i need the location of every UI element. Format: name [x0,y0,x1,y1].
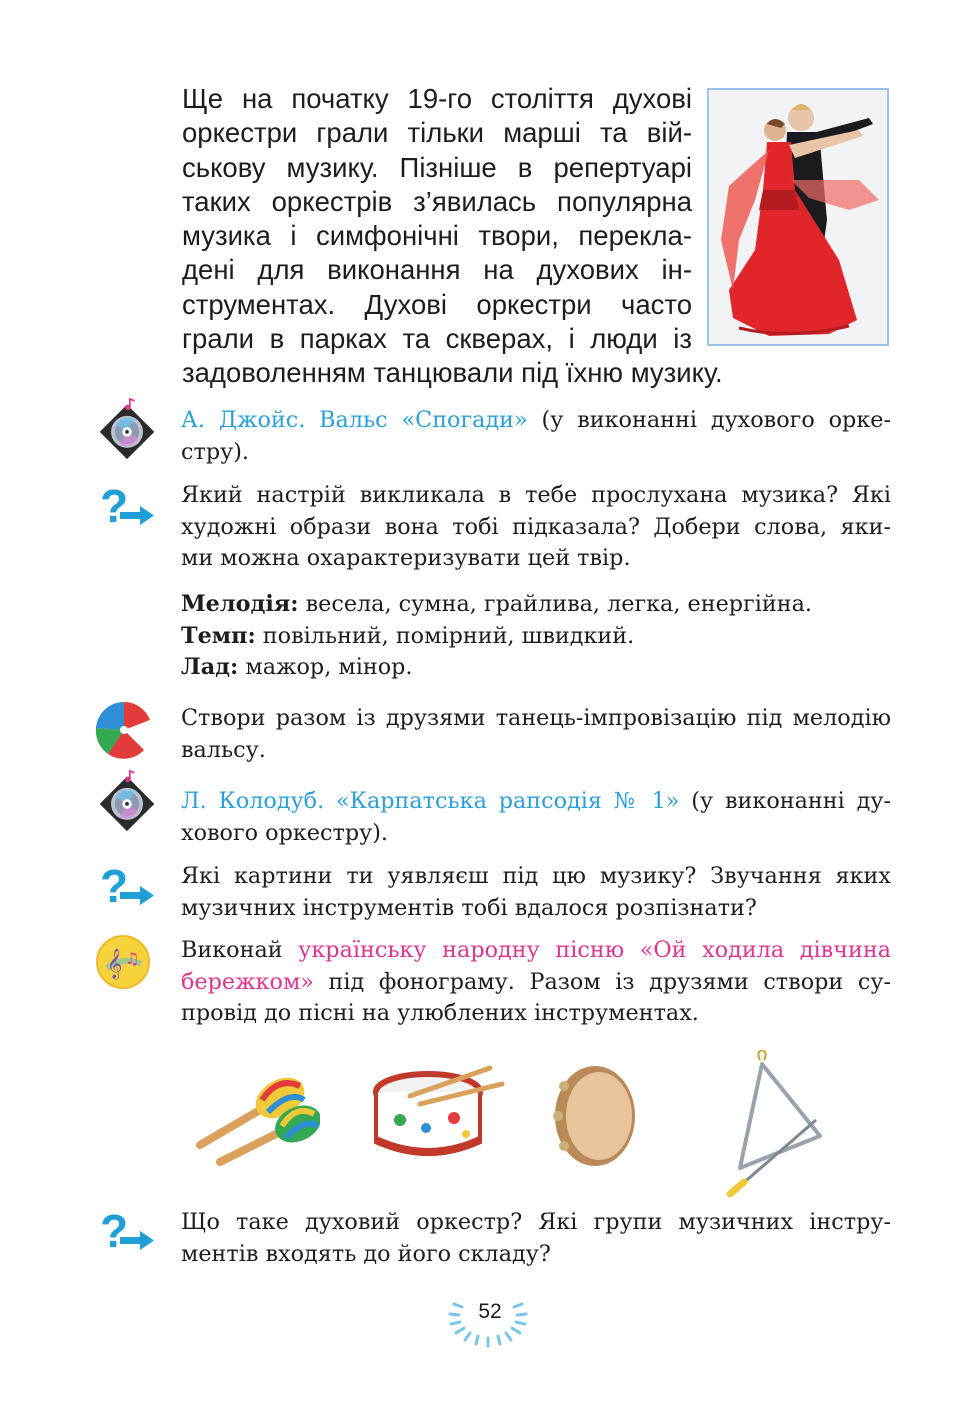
tambourine-image [550,1060,640,1170]
question-text [181,480,891,575]
music-notes-icon [95,934,151,990]
tempo-value: повільний, помірний, швидкий. [255,622,635,649]
question-line: ми можна охарактеризувати цей твір. [181,545,631,571]
question-line: художні образи вона тобі підказала? Добери слова, яки- [181,513,891,540]
page-number: 52 [478,1300,502,1323]
assignment-text: (у виконанні духового орке- [527,407,891,433]
question-line: Який настрій викликала в тебе прослухана музика? Які [181,482,891,508]
game-line: Створи разом із друзями танець-імпровізацію під мелодію [181,705,891,731]
svg-text:𝄞: 𝄞 [107,949,123,979]
tempo-label: Темп: [181,622,256,649]
drum-image [370,1062,510,1172]
beach-ball-icon [94,700,154,760]
intro-line: струментах. Духові оркестри часто [182,288,692,320]
intro-line: таких оркестрів з’явилась популярна [182,185,692,217]
game-line: вальсу. [181,736,266,763]
listening-assignment [181,786,891,849]
maracas-image [180,1070,320,1170]
question-arrow-icon [98,482,158,532]
music-title-link[interactable]: Л. Колодуб. «Карпатська рапсодія № 1» [181,788,680,814]
music-title-link[interactable]: А. Джойс. Вальс «Спогади» [181,407,528,433]
dancers-photo [707,88,889,346]
assignment-text: (у виконанні ду- [679,788,891,814]
assignment-text: хового оркестру). [181,819,388,846]
song-title-link[interactable]: бережком» [181,968,314,995]
listening-assignment [181,405,891,468]
music-attributes [181,589,891,684]
svg-text:♫: ♫ [125,949,140,968]
instruments-illustration [180,1050,880,1200]
mode-value: мажор, мінор. [238,654,413,680]
question-line: ментів входять до його складу? [181,1240,551,1267]
question-arrow-icon [98,1207,158,1257]
intro-line: Ще на початку 19-го століття духові [182,83,692,114]
page-number-badge [440,1290,540,1350]
assignment-text: Виконай [181,937,299,963]
triangle-image [720,1050,830,1200]
intro-line: дені для виконання на духових ін- [182,254,692,286]
intro-line: грали в парках та скверах, і люди із [182,323,692,355]
assignment-text: провід до пісні на улюблених інструментах. [181,1000,699,1026]
intro-line: музика і симфонічні твори, перекла- [182,220,692,252]
melody-label: Мелодія: [181,591,299,617]
game-assignment [181,703,891,766]
intro-line: задоволенням танцювали під їхню музику. [182,357,723,389]
question-line: Які картини ти уявляєш під цю музику? Звучання яких [181,863,891,889]
question-text [181,861,891,924]
cd-disc-icon [95,398,159,462]
mode-label: Лад: [181,654,239,680]
singing-assignment [181,935,891,1030]
song-title-link[interactable]: українську народну пісню «Ой ходила дівчина [298,937,891,963]
intro-line: ськову музику. Пізніше в репертуарі [182,151,692,183]
question-arrow-icon [98,862,158,912]
intro-line: оркестри грали тільки марші та вій- [182,117,692,149]
assignment-text: під фонограму. Разом із друзями створи су- [313,968,891,995]
question-line: музичних інструментів тобі вдалося розпізнати? [181,894,757,921]
question-text [181,1207,891,1270]
assignment-text: стру). [181,438,250,465]
melody-value: весела, сумна, грайлива, легка, енергійна. [298,591,812,617]
question-line: Що таке духовий оркестр? Які групи музичних інстру- [181,1209,891,1235]
intro-paragraph [182,82,782,391]
cd-disc-icon [95,770,159,834]
